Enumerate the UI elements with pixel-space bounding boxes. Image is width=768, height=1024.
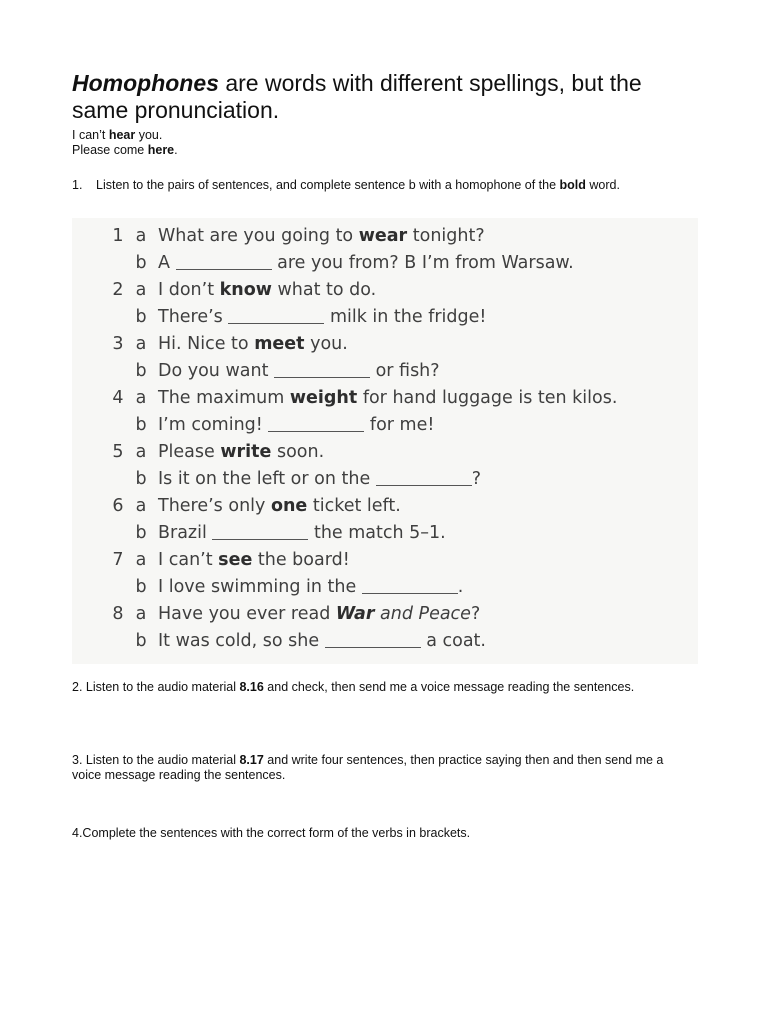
- example-line-2: [72, 143, 692, 158]
- item-letter: a: [135, 604, 147, 624]
- answer-blank: [212, 522, 308, 540]
- item-letter: b: [135, 469, 147, 489]
- item-number: 4: [112, 388, 124, 408]
- title-definition: are words with different spellings, but the same pronunciation.: [72, 70, 642, 123]
- example2-post: .: [174, 143, 178, 157]
- italic-title: and Peace: [374, 604, 471, 624]
- sentence: [158, 358, 440, 384]
- example1-bold: hear: [108, 128, 136, 142]
- item-number: 5: [112, 442, 124, 462]
- task-1-bold: bold: [559, 178, 586, 192]
- sentence-text: ticket left.: [307, 496, 401, 516]
- task-3-pre: 3. Listen to the audio material: [72, 753, 240, 767]
- item-letter: a: [135, 388, 147, 408]
- item-letter: a: [135, 442, 147, 462]
- sentence-text: ?: [471, 469, 482, 489]
- sentence-text: I’m from Warsaw.: [416, 253, 574, 273]
- sentence-text: A: [158, 253, 176, 273]
- sentence-text: ?: [470, 604, 481, 624]
- sentence: [158, 250, 574, 276]
- task-3-post: and write four sentences, then practice saying then and then send me a voice message reading the sentences.: [72, 753, 664, 782]
- item-letter: b: [135, 577, 147, 597]
- sentence-text: tonight?: [407, 226, 485, 246]
- bold-word: meet: [254, 334, 305, 354]
- task-3: [72, 753, 692, 783]
- task-2-bold: 8.16: [239, 680, 264, 694]
- bold-word: War: [335, 604, 375, 624]
- task-1: [72, 178, 692, 193]
- bold-word: write: [220, 442, 272, 462]
- sentence-text: Do you want: [158, 361, 275, 381]
- sentence-text: soon.: [271, 442, 325, 462]
- task-3-bold: 8.17: [239, 753, 264, 767]
- sentence-text: milk in the fridge!: [324, 307, 487, 327]
- sentence-text: I can’t: [158, 550, 219, 570]
- task-1-text: [96, 178, 620, 193]
- sentence: [158, 331, 348, 357]
- item-number: 3: [112, 334, 124, 354]
- item-letter: b: [135, 307, 147, 327]
- item-letter: a: [135, 334, 147, 354]
- item-letter: b: [135, 523, 147, 543]
- task-2: [72, 680, 692, 695]
- bold-word: know: [219, 280, 272, 300]
- sentence-text: It was cold, so she: [158, 631, 325, 651]
- answer-blank: [362, 576, 458, 594]
- sentence-text: the match 5–1.: [308, 523, 446, 543]
- sentence-text: a coat.: [420, 631, 486, 651]
- sentence: [158, 628, 486, 654]
- example1-post: you.: [135, 128, 163, 142]
- sentence-text: The maximum: [158, 388, 290, 408]
- sentence-text: are you from?: [271, 253, 405, 273]
- sentence: [158, 601, 480, 627]
- example2-bold: here: [147, 143, 175, 157]
- sentence-text: you.: [304, 334, 348, 354]
- item-number: 7: [112, 550, 124, 570]
- example1-pre: I can’t: [72, 128, 109, 142]
- answer-blank: [268, 414, 364, 432]
- item-letter: a: [135, 280, 147, 300]
- task-1-number: 1.: [72, 178, 83, 192]
- example2-pre: Please come: [72, 143, 148, 157]
- sentence-text: There’s only: [158, 496, 271, 516]
- speaker-label: B: [404, 253, 417, 273]
- sentence-text: I don’t: [158, 280, 220, 300]
- bold-word: one: [270, 496, 308, 516]
- sentence-text: for me!: [364, 415, 435, 435]
- sentence-text: Hi. Nice to: [158, 334, 255, 354]
- sentence: [158, 466, 481, 492]
- sentence-text: what to do.: [271, 280, 377, 300]
- sentence: [158, 304, 486, 330]
- item-number: 8: [112, 604, 124, 624]
- task-4-text: 4.Complete the sentences with the correct form of the verbs in brackets.: [72, 826, 471, 840]
- sentence-text: Is it on the left or on the: [158, 469, 376, 489]
- sentence: [158, 439, 324, 465]
- sentence: [158, 385, 617, 411]
- item-number: 2: [112, 280, 124, 300]
- answer-blank: [325, 630, 421, 648]
- item-letter: b: [135, 253, 147, 273]
- sentence: [158, 520, 446, 546]
- sentence-text: I’m coming!: [158, 415, 269, 435]
- item-number: 6: [112, 496, 124, 516]
- item-letter: b: [135, 361, 147, 381]
- bold-word: weight: [289, 388, 358, 408]
- exercise-image: [72, 218, 698, 664]
- item-letter: b: [135, 415, 147, 435]
- bold-word: see: [218, 550, 253, 570]
- sentence-text: the board!: [252, 550, 350, 570]
- sentence: [158, 547, 350, 573]
- item-letter: a: [135, 226, 147, 246]
- page-title: [72, 70, 692, 124]
- task-1-pre: Listen to the pairs of sentences, and complete sentence b with a homophone of the: [96, 178, 560, 192]
- sentence-text: There’s: [158, 307, 229, 327]
- sentence-text: .: [457, 577, 464, 597]
- task-4: [72, 826, 692, 841]
- task-2-post: and check, then send me a voice message reading the sentences.: [263, 680, 635, 694]
- item-letter: a: [135, 550, 147, 570]
- sentence-text: Please: [158, 442, 221, 462]
- sentence: [158, 574, 463, 600]
- sentence-text: for hand luggage is ten kilos.: [357, 388, 618, 408]
- item-number: 1: [112, 226, 124, 246]
- task-2-pre: 2. Listen to the audio material: [72, 680, 240, 694]
- sentence: [158, 412, 434, 438]
- sentence-text: I love swimming in the: [158, 577, 362, 597]
- answer-blank: [274, 360, 370, 378]
- answer-blank: [228, 306, 324, 324]
- sentence-text: Have you ever read: [158, 604, 336, 624]
- item-letter: a: [135, 496, 147, 516]
- example-line-1: [72, 128, 692, 143]
- sentence: [158, 277, 376, 303]
- document-body: [72, 70, 692, 193]
- bold-word: wear: [358, 226, 408, 246]
- item-letter: b: [135, 631, 147, 651]
- sentence-text: What are you going to: [158, 226, 359, 246]
- sentence: [158, 493, 401, 519]
- answer-blank: [176, 252, 272, 270]
- sentence: [158, 223, 485, 249]
- sentence-text: Brazil: [158, 523, 213, 543]
- task-1-post: word.: [585, 178, 620, 192]
- sentence-text: or fish?: [370, 361, 440, 381]
- answer-blank: [376, 468, 472, 486]
- title-term: Homophones: [72, 70, 219, 96]
